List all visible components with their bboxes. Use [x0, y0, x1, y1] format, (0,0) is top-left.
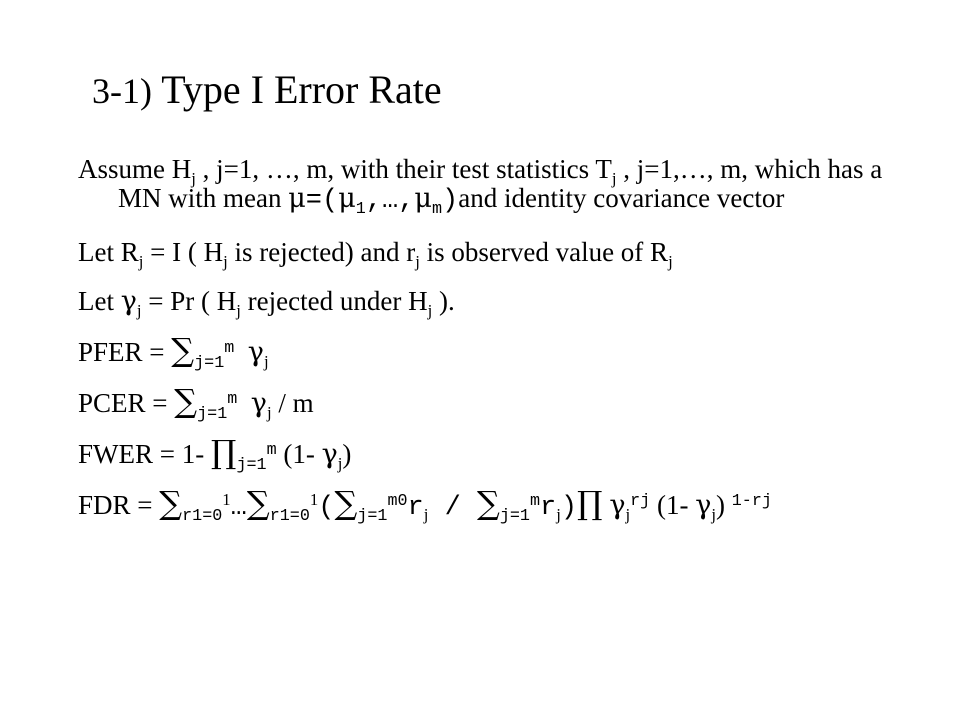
fwer-formula: [78, 433, 928, 475]
text-run: Assume: [78, 154, 172, 184]
product-symbol: ∏: [577, 484, 603, 522]
subscript-m: m: [431, 199, 443, 219]
title-text: Type I Error Rate: [161, 67, 442, 112]
superscript-1: 1: [222, 489, 231, 509]
text-run: ): [342, 439, 352, 469]
subscript-j: j: [711, 504, 716, 524]
superscript-1-minus-rj: 1-rj: [731, 491, 772, 511]
text-run: ,…,: [365, 186, 415, 216]
subscript-j: j: [611, 168, 617, 188]
text-run: is rejected) and: [227, 237, 407, 267]
subscript-j: j: [266, 402, 272, 422]
sum-symbol: ∑: [246, 484, 270, 522]
text-run: (: [318, 493, 335, 523]
subscript-j: j: [136, 300, 142, 320]
text-run: /: [428, 493, 477, 523]
symbol-h: H: [216, 286, 237, 316]
subscript-j: j: [668, 251, 673, 271]
superscript-m0: m0: [387, 491, 408, 511]
product-symbol: ∏: [210, 433, 237, 471]
text-run: = I (: [143, 237, 204, 267]
subscript-j: j: [423, 504, 429, 524]
symbol-mu: μ: [338, 183, 356, 214]
subscript-r1-eq-0: r1=0: [269, 506, 310, 526]
subscript-j: j: [223, 251, 228, 271]
symbol-r-lower: r: [407, 493, 424, 523]
text-run: , j=1, …, m, with their test statistics: [195, 154, 596, 184]
subscript-j: j: [427, 300, 433, 320]
subscript-j: j: [236, 300, 241, 320]
sum-symbol: ∑: [477, 484, 500, 522]
subscript-1: 1: [355, 199, 366, 219]
symbol-t: T: [595, 154, 612, 184]
text-run: and identity covariance vector: [458, 183, 785, 213]
indicator-paragraph: [78, 237, 928, 271]
sum-symbol: ∑: [159, 484, 183, 522]
formula-label: FDR =: [78, 490, 160, 520]
title-number: 3-1): [92, 71, 152, 111]
text-run: / m: [271, 388, 314, 418]
text-run: ): [442, 186, 459, 216]
text-run: rejected under: [240, 286, 409, 316]
symbol-gamma: γ: [247, 337, 264, 368]
gamma-paragraph: [78, 286, 928, 320]
sum-symbol: ∑: [171, 331, 195, 369]
sum-symbol: ∑: [174, 382, 198, 420]
symbol-r: R: [650, 237, 669, 267]
symbol-mu: μ: [288, 183, 306, 214]
subscript-j-eq-1: j=1: [499, 506, 530, 526]
superscript-1: 1: [309, 489, 319, 509]
subscript-j-eq-1: j=1: [194, 353, 225, 373]
text-run: =(: [305, 186, 339, 216]
slide-body: [78, 154, 928, 526]
symbol-r-lower: r: [406, 237, 416, 267]
superscript-rj: rj: [630, 491, 651, 511]
subscript-j: j: [191, 168, 196, 188]
symbol-h: H: [408, 286, 428, 316]
text-run: ): [560, 493, 578, 523]
subscript-j: j: [263, 351, 269, 371]
subscript-j-eq-1: j=1: [197, 404, 228, 424]
superscript-m: m: [224, 338, 235, 358]
formula-label: PCER =: [78, 388, 175, 418]
subscript-j-eq-1: j=1: [236, 455, 267, 475]
assumption-paragraph: [78, 154, 928, 219]
symbol-r: R: [120, 237, 139, 267]
symbol-gamma: γ: [120, 286, 137, 317]
symbol-gamma: γ: [609, 490, 626, 521]
text-run: ): [715, 490, 732, 520]
formula-label: FWER = 1-: [78, 439, 211, 469]
symbol-gamma: γ: [321, 439, 338, 470]
superscript-m: m: [227, 389, 238, 409]
subscript-j: j: [556, 504, 561, 524]
text-run: , j=1,…, m, which has a MN with mean: [118, 154, 883, 213]
symbol-gamma: γ: [695, 490, 712, 521]
slide-title: [92, 66, 442, 115]
text-run: (1-: [650, 490, 696, 520]
symbol-h: H: [171, 154, 192, 184]
text-run: ).: [432, 286, 455, 316]
text-run: = Pr (: [141, 286, 217, 316]
subscript-j: j: [138, 251, 144, 271]
symbol-mu: μ: [414, 183, 432, 214]
text-run: is observed value of: [419, 237, 651, 267]
symbol-h: H: [203, 237, 224, 267]
superscript-m: m: [266, 440, 277, 460]
pcer-formula: [78, 382, 928, 424]
text-run: (1-: [276, 439, 322, 469]
subscript-j: j: [337, 453, 343, 473]
ellipsis: …: [230, 493, 247, 523]
subscript-j: j: [625, 504, 631, 524]
fdr-formula: [78, 484, 928, 526]
subscript-j: j: [415, 251, 420, 271]
pfer-formula: [78, 331, 928, 373]
superscript-m: m: [529, 491, 541, 511]
symbol-r-lower: r: [540, 493, 557, 523]
sum-symbol: ∑: [334, 484, 358, 522]
formula-label: PFER =: [78, 337, 172, 367]
text-run: Let: [78, 237, 121, 267]
subscript-r1-eq-0: r1=0: [182, 506, 223, 526]
symbol-gamma: γ: [250, 388, 267, 419]
subscript-j-eq-1: j=1: [357, 506, 388, 526]
text-run: Let: [78, 286, 121, 316]
